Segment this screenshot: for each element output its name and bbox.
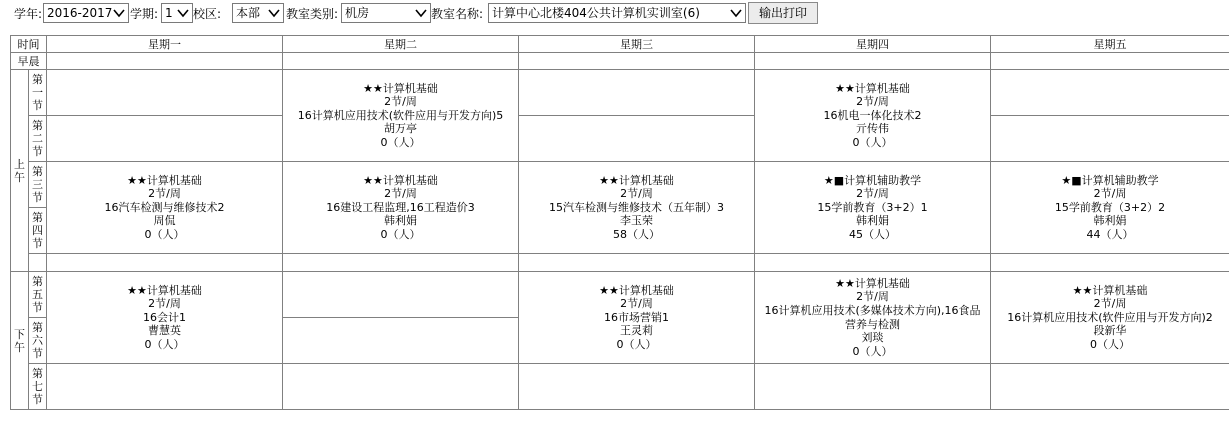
course-hours: 2节/周 <box>1093 187 1127 201</box>
course-hours: 2节/周 <box>1093 297 1127 311</box>
course-class: 16市场营销1 <box>604 310 669 324</box>
course-hours: 2节/周 <box>148 297 181 311</box>
course-count: 0（人） <box>616 337 657 351</box>
roomname-select-value: 计算中心北楼404公共计算机实训室(6) <box>492 6 700 20</box>
course-name: ★★计算机基础 <box>363 173 438 187</box>
cell <box>755 53 991 70</box>
am-label-text: 上午 <box>14 157 25 184</box>
chevron-down-icon <box>267 6 281 20</box>
cell-tue-7 <box>283 364 519 410</box>
course-class: 15学前教育（3+2）1 <box>817 200 928 214</box>
course-teacher: 韩利娟 <box>856 214 889 228</box>
course-hours: 2节/周 <box>620 297 653 311</box>
day-header-mon: 星期一 <box>47 36 283 53</box>
course-count: 0（人） <box>852 135 893 149</box>
cell <box>991 254 1229 272</box>
cell <box>755 254 991 272</box>
course-cell-tue-12[interactable] <box>283 70 519 162</box>
course-class: 16计算机应用技术(多媒体技术方向),16食品 <box>764 303 981 317</box>
period-label-text: 第二节 <box>32 119 43 158</box>
filter-toolbar <box>0 0 1229 30</box>
roomname-label: 教室名称: <box>431 7 484 21</box>
course-name: ★★计算机基础 <box>127 283 202 297</box>
course-name: ★★计算机基础 <box>835 81 910 95</box>
period-label-text: 第三节 <box>32 165 43 204</box>
course-cell-fri-34[interactable] <box>991 162 1229 254</box>
roomtype-select-value: 机房 <box>345 6 370 20</box>
course-count: 45（人） <box>849 227 896 241</box>
course-cell-tue-34[interactable] <box>283 162 519 254</box>
course-class: 16建设工程监理,16工程造价3 <box>326 200 475 214</box>
course-hours: 2节/周 <box>384 187 417 201</box>
cell-thu-7 <box>755 364 991 410</box>
early-morning-label: 早晨 <box>11 53 47 70</box>
course-teacher: 李玉荣 <box>620 214 653 228</box>
period-label-1 <box>29 70 47 116</box>
row-period-7 <box>11 364 1229 410</box>
course-class: 16机电一体化技术2 <box>823 108 922 122</box>
course-teacher: 韩利娟 <box>1093 214 1127 228</box>
day-header-tue: 星期二 <box>283 36 519 53</box>
chevron-down-icon <box>729 6 743 20</box>
cell-wed-7 <box>519 364 755 410</box>
course-hours: 2节/周 <box>856 290 889 304</box>
row-early-morning <box>11 53 1229 70</box>
period-label-5 <box>29 272 47 318</box>
day-header-wed: 星期三 <box>519 36 755 53</box>
course-name: ★★计算机基础 <box>599 173 674 187</box>
roomname-select[interactable] <box>488 3 746 23</box>
row-period-1 <box>11 70 1229 116</box>
course-cell-thu-12[interactable] <box>755 70 991 162</box>
course-name: ★★计算机基础 <box>599 283 674 297</box>
period-label-text: 第五节 <box>32 275 43 314</box>
cell-mon-1 <box>47 70 283 116</box>
time-header: 时间 <box>11 36 47 53</box>
course-cell-wed-56[interactable] <box>519 272 755 364</box>
row-period-2 <box>11 116 1229 162</box>
course-teacher: 胡万亭 <box>384 122 417 136</box>
cell <box>47 53 283 70</box>
period-label-2 <box>29 116 47 162</box>
course-name: ★★计算机基础 <box>363 81 438 95</box>
course-count: 58（人） <box>613 227 660 241</box>
course-count: 0（人） <box>852 344 893 358</box>
row-period-5 <box>11 272 1229 318</box>
course-name: ★★计算机基础 <box>1072 283 1148 297</box>
course-class: 16会计1 <box>143 310 186 324</box>
course-teacher: 亓传伟 <box>856 122 889 136</box>
course-hours: 2节/周 <box>856 95 889 109</box>
course-name: ★★计算机基础 <box>127 173 202 187</box>
cell <box>519 254 755 272</box>
course-count: 0（人） <box>144 337 185 351</box>
course-hours: 2节/周 <box>384 95 417 109</box>
roomtype-label: 教室类别: <box>286 7 339 21</box>
course-teacher: 刘琰 <box>861 331 884 345</box>
cell-fri-1 <box>991 70 1229 116</box>
course-cell-mon-34[interactable] <box>47 162 283 254</box>
period-label-7 <box>29 364 47 410</box>
period-label-text: 第六节 <box>32 321 43 360</box>
pm-label-text: 下午 <box>14 327 25 354</box>
cell-wed-1 <box>519 70 755 116</box>
course-teacher: 韩利娟 <box>384 214 417 228</box>
year-label: 学年: <box>14 7 43 21</box>
course-teacher: 王灵莉 <box>620 324 653 338</box>
cell <box>47 254 283 272</box>
cell-fri-7 <box>991 364 1229 410</box>
course-class-cont: 营养与检测 <box>845 317 900 331</box>
day-header-thu: 星期四 <box>755 36 991 53</box>
term-label: 学期: <box>130 7 159 21</box>
course-count: 44（人） <box>1086 227 1134 241</box>
cell-fri-2 <box>991 116 1229 162</box>
course-name: ★★计算机基础 <box>835 276 910 290</box>
course-teacher: 段新华 <box>1093 324 1127 338</box>
course-cell-fri-56[interactable] <box>991 272 1229 364</box>
course-cell-mon-56[interactable] <box>47 272 283 364</box>
cell-wed-2 <box>519 116 755 162</box>
roomtype-select[interactable] <box>341 3 431 23</box>
cell <box>29 254 47 272</box>
campus-select[interactable] <box>232 3 284 23</box>
print-button[interactable]: 输出打印 <box>748 2 818 24</box>
timetable <box>10 35 1229 410</box>
period-label-text: 第四节 <box>32 211 43 250</box>
term-select[interactable] <box>161 3 193 23</box>
chevron-down-icon <box>112 6 126 20</box>
course-name: ★■计算机辅助教学 <box>1061 173 1159 187</box>
course-hours: 2节/周 <box>148 187 181 201</box>
chevron-down-icon <box>176 6 190 20</box>
course-count: 0（人） <box>380 227 421 241</box>
campus-select-value: 本部 <box>236 6 261 20</box>
header-row <box>11 36 1229 53</box>
course-count: 0（人） <box>1090 337 1130 351</box>
chevron-down-icon <box>414 6 428 20</box>
period-label-3 <box>29 162 47 208</box>
course-hours: 2节/周 <box>620 187 653 201</box>
am-label <box>11 70 29 272</box>
term-select-value: 1 <box>165 6 173 20</box>
course-teacher: 周侃 <box>153 214 176 228</box>
course-cell-thu-56[interactable] <box>755 272 991 364</box>
period-label-text: 第七节 <box>32 367 43 406</box>
cell <box>519 53 755 70</box>
period-label-6 <box>29 318 47 364</box>
cell <box>283 53 519 70</box>
course-name: ★■计算机辅助教学 <box>823 173 922 187</box>
course-class: 15学前教育（3+2）2 <box>1054 200 1166 214</box>
row-period-3 <box>11 162 1229 208</box>
cell-mon-7 <box>47 364 283 410</box>
period-label-text: 第一节 <box>32 73 43 112</box>
cell <box>283 254 519 272</box>
cell-tue-6 <box>283 318 519 364</box>
cell-mon-2 <box>47 116 283 162</box>
day-header-fri: 星期五 <box>991 36 1229 53</box>
course-count: 0（人） <box>380 135 421 149</box>
row-noon-spacer <box>11 254 1229 272</box>
year-select-value: 2016-2017 <box>47 6 113 20</box>
cell <box>991 53 1229 70</box>
course-teacher: 曹慧英 <box>148 324 181 338</box>
course-class: 15汽车检测与维修技术（五年制）3 <box>549 200 724 214</box>
course-cell-thu-34[interactable] <box>755 162 991 254</box>
course-class: 16计算机应用技术(软件应用与开发方向)2 <box>1007 310 1213 324</box>
campus-label: 校区: <box>193 7 222 21</box>
course-cell-wed-34[interactable] <box>519 162 755 254</box>
course-class: 16计算机应用技术(软件应用与开发方向)5 <box>297 108 504 122</box>
pm-label <box>11 272 29 410</box>
course-class: 16汽车检测与维修技术2 <box>104 200 225 214</box>
course-count: 0（人） <box>144 227 185 241</box>
year-select[interactable] <box>43 3 129 23</box>
period-label-4 <box>29 208 47 254</box>
course-hours: 2节/周 <box>856 187 889 201</box>
cell-tue-5 <box>283 272 519 318</box>
